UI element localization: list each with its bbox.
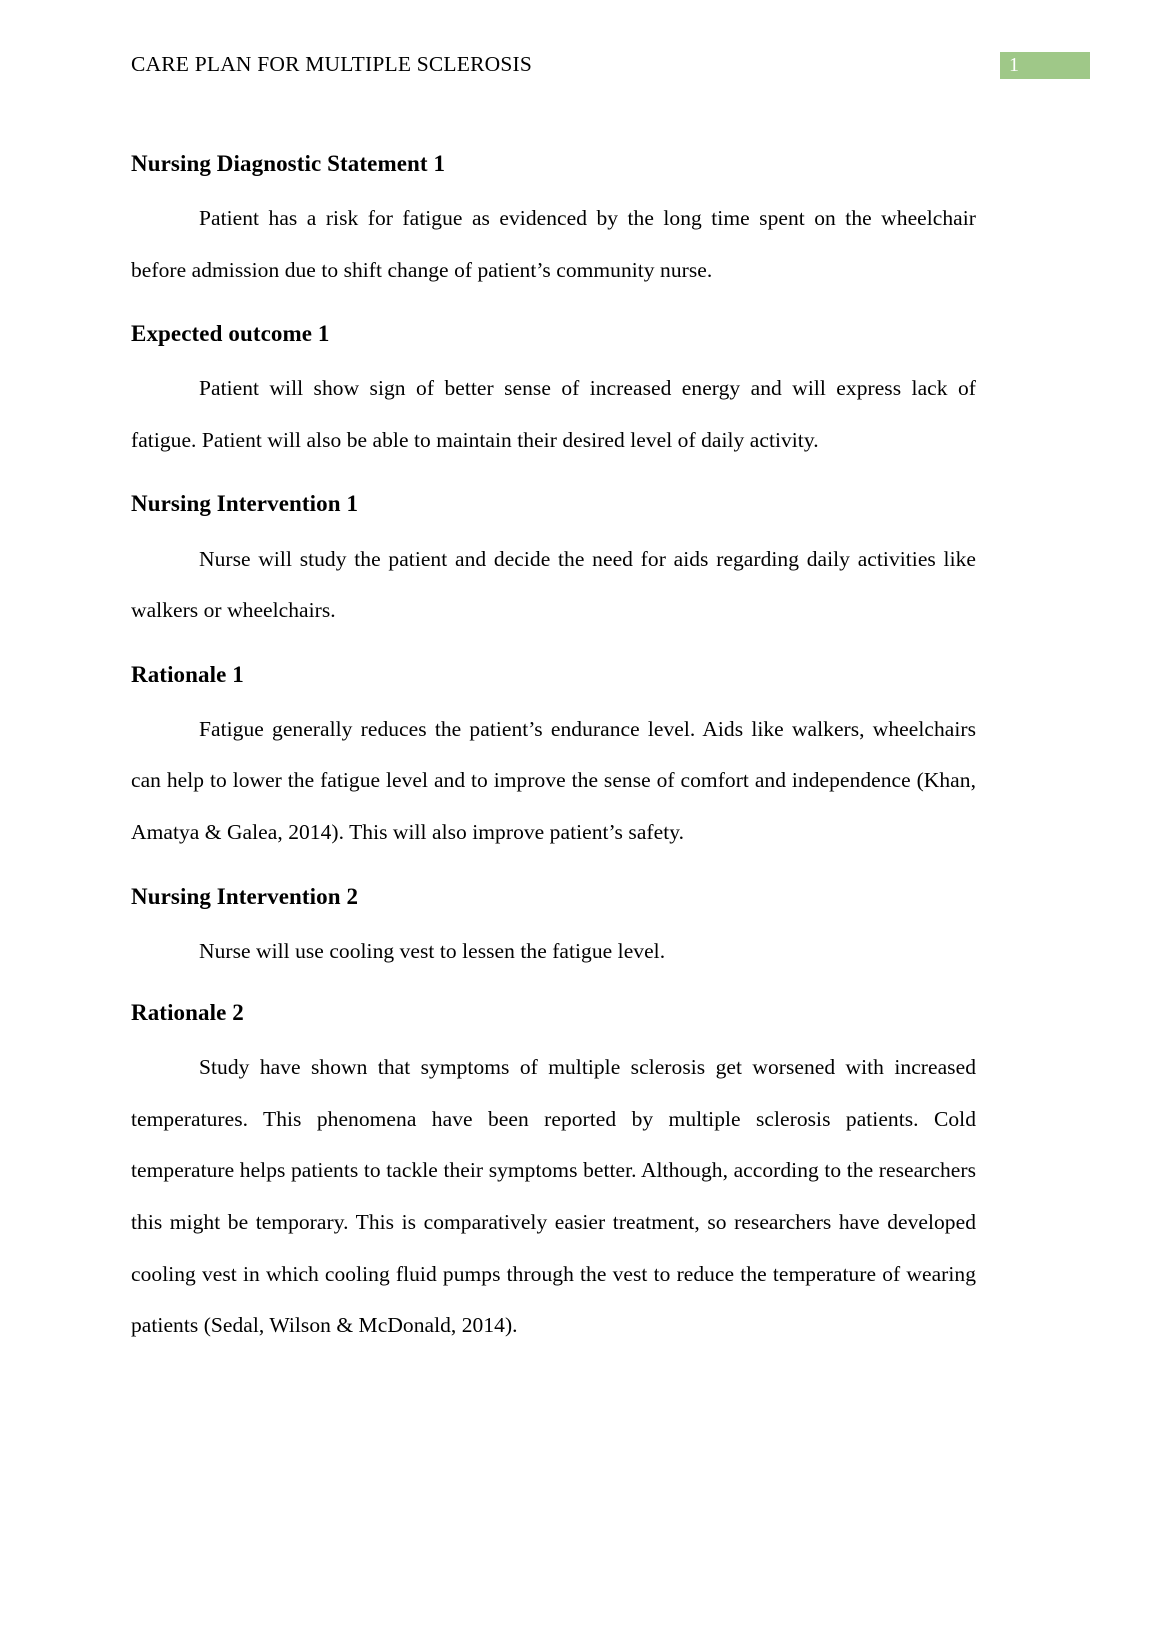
section-nursing-intervention-1 — [131, 488, 976, 636]
heading-nursing-intervention-1: Nursing Intervention 1 — [131, 491, 359, 517]
paragraph-expected-outcome-1: Patient will show sign of better sense of increased energy and will express lack of fatigue. Patient will also be able to maintain their desired level of daily activity. — [131, 376, 976, 452]
section-nursing-diagnostic-statement-1 — [131, 148, 976, 296]
paragraph-rationale-1: Fatigue generally reduces the patient’s endurance level. Aids like walkers, wheelchairs can help to lower the fatigue level and to improve the sense of comfort and independence (Khan, Amatya & Galea, 2014). This will also improve patient’s safety. — [131, 716, 976, 844]
document-body — [131, 148, 976, 1352]
paragraph-nursing-intervention-2: Nurse will use cooling vest to lessen the fatigue level. — [199, 938, 666, 963]
running-header — [131, 50, 1090, 80]
page-number-label: 1 — [1009, 54, 1019, 76]
heading-nursing-diagnostic-statement-1: Nursing Diagnostic Statement 1 — [131, 151, 446, 176]
heading-nursing-intervention-2: Nursing Intervention 2 — [131, 883, 359, 909]
page-number-badge — [1000, 52, 1090, 79]
paragraph-nursing-diagnostic-statement-1: Patient has a risk for fatigue as evidenced by the long time spent on the wheelchair before admission due to shift change of patient’s community nurse. — [131, 206, 976, 282]
heading-expected-outcome-1: Expected outcome 1 — [131, 321, 330, 347]
section-nursing-intervention-2 — [131, 881, 976, 978]
running-header-title: CARE PLAN FOR MULTIPLE SCLEROSIS — [131, 52, 533, 77]
section-rationale-1 — [131, 659, 976, 859]
paragraph-nursing-intervention-1: Nurse will study the patient and decide the need for aids regarding daily activities like walkers or wheelchairs. — [131, 546, 976, 623]
section-expected-outcome-1 — [131, 318, 976, 466]
section-rationale-2 — [131, 997, 976, 1352]
heading-rationale-2: Rationale 2 — [131, 1000, 244, 1026]
paragraph-rationale-2: Study have shown that symptoms of multiple sclerosis get worsened with increased temperatures. This phenomena have been reported by multiple sclerosis patients. Cold temperature helps patients to tackle their symptoms better. Although, according to the researchers this might be temporary. This is comparatively easier treatment, so researchers have developed cooling vest in which cooling fluid pumps through the vest to reduce the temperature of wearing patients (Sedal, Wilson & McDonald, 2014). — [131, 1055, 976, 1338]
heading-rationale-1: Rationale 1 — [131, 661, 244, 687]
